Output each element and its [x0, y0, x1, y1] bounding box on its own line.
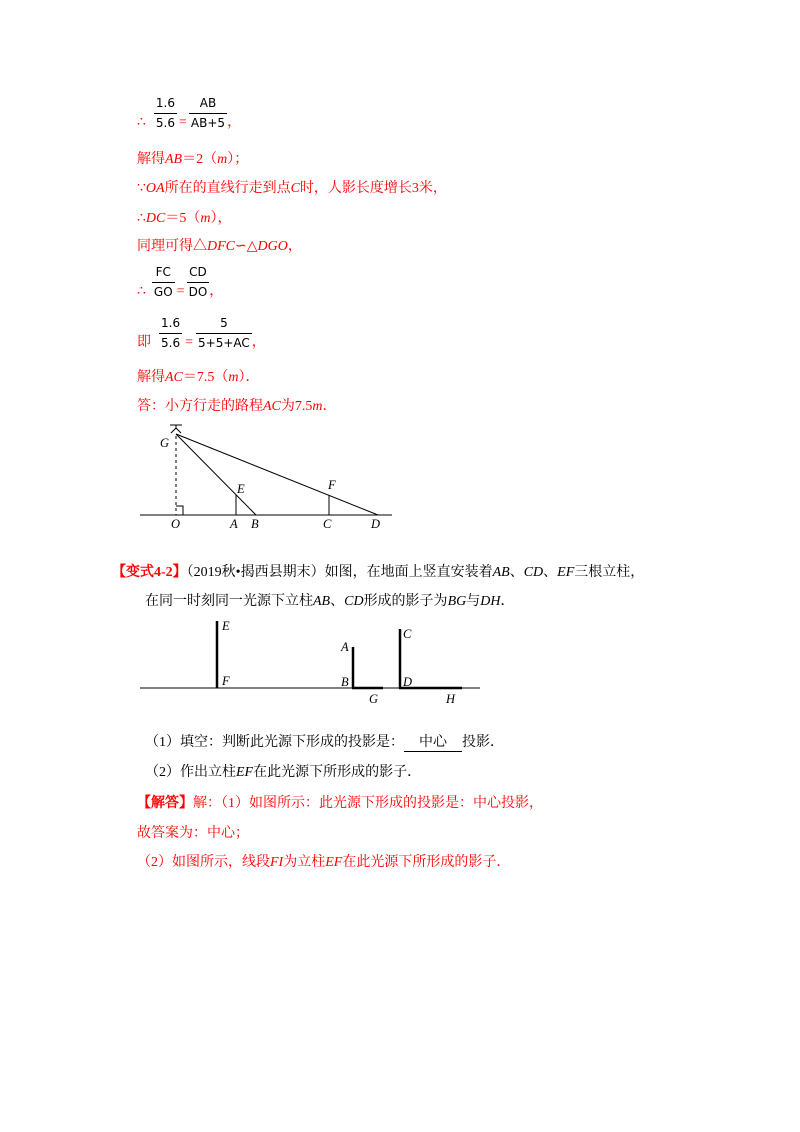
point-label-g: G [369, 692, 379, 706]
light-ray-gb [176, 434, 256, 515]
text-segment: 、 [330, 594, 345, 609]
denominator: 5.6 [161, 336, 181, 350]
point-label-d: D [403, 675, 413, 689]
solution-line-ac [137, 369, 260, 387]
text-segment: （2019秋•揭西县期末）如图，在地面上竖直安装着 [186, 565, 493, 580]
point-label-b: B [341, 675, 349, 689]
proportion-equation-1 [137, 96, 241, 131]
section-tag: 【解答】 [137, 796, 193, 811]
point-label-d: D [371, 517, 381, 531]
point-label-c: C [403, 627, 412, 641]
text-segment: （2）如图所示，线段 [137, 855, 270, 870]
text-segment: 解得 [137, 370, 165, 385]
fraction-left [152, 265, 175, 300]
comma: ， [209, 284, 224, 299]
numerator: AB [189, 96, 227, 114]
numerator: CD [187, 265, 210, 283]
math-variable: C [290, 181, 300, 196]
math-variable: CD [344, 594, 364, 609]
text-segment: （2）作出立柱 [145, 765, 236, 780]
text-segment: 、 [543, 565, 558, 580]
text-segment: ∽△ [235, 239, 258, 254]
equals-sign: = [176, 284, 185, 299]
text-segment: ＝7.5（ [182, 370, 229, 385]
problem-statement-line-2 [145, 593, 514, 611]
fraction-left [154, 96, 177, 131]
numerator: 1.6 [159, 316, 182, 334]
math-variable: BG [447, 594, 467, 609]
text-segment: 在同一时刻同一光源下立柱 [145, 594, 313, 609]
text-segment: ∴ [137, 211, 146, 226]
question-1 [145, 734, 504, 752]
point-label-e: E [237, 482, 245, 496]
section-tag: 【变式4-2】 [112, 565, 187, 580]
text-segment: 三根立柱， [574, 565, 645, 580]
proportion-equation-3 [137, 316, 266, 351]
text-segment: 为立柱 [283, 855, 326, 870]
math-variable: m [228, 370, 239, 385]
math-variable: AB [313, 594, 331, 609]
text-segment: ∵ [137, 181, 146, 196]
right-angle-mark [176, 506, 183, 515]
point-label-b: B [251, 517, 259, 531]
answer-line-3 [137, 854, 510, 872]
math-variable: AC [263, 399, 281, 414]
denominator: DO [188, 285, 208, 299]
therefore-symbol: ∴ [137, 284, 146, 299]
text-segment: 同理可得△ [137, 239, 207, 254]
text-segment: 解：（1）如图所示：此光源下形成的投影是：中心投影， [193, 796, 543, 811]
comma: ， [227, 115, 242, 130]
fraction-right [189, 96, 227, 131]
math-variable: m [312, 399, 323, 414]
text-segment: ． [500, 594, 515, 609]
comma: ， [251, 335, 266, 350]
numerator: FC [152, 265, 175, 283]
text-segment: ）， [210, 211, 232, 226]
numerator: 5 [196, 316, 252, 334]
math-variable: EF [557, 565, 575, 580]
text-segment: ）． [238, 370, 260, 385]
point-label-e: E [222, 619, 230, 633]
answer-line-2 [137, 825, 249, 843]
solution-line-dc [137, 210, 232, 228]
math-variable: FI [270, 855, 284, 870]
text-segment: 、 [509, 565, 524, 580]
math-variable: AB [492, 565, 510, 580]
text-segment: ＝2（ [182, 152, 218, 167]
solution-line-ab [137, 151, 248, 169]
denominator: GO [153, 285, 173, 299]
text-segment: 与 [466, 594, 481, 609]
proportion-equation-2 [137, 265, 223, 300]
numerator: 1.6 [154, 96, 177, 114]
fraction-left [159, 316, 182, 351]
text-segment: 所在的直线行走到点 [164, 181, 291, 196]
text-segment: 故答案为：中心； [137, 826, 249, 841]
math-variable: CD [523, 565, 544, 580]
solution-line-oa [137, 180, 447, 198]
point-label-g: G [160, 436, 170, 450]
equals-sign: = [179, 115, 187, 130]
problem-statement-line-1 [112, 564, 644, 582]
text-segment: ＝5（ [165, 211, 201, 226]
ji-word: 即 [137, 335, 151, 350]
math-variable: EF [325, 855, 343, 870]
text-segment: 投影． [462, 735, 504, 750]
math-variable: EF [236, 765, 254, 780]
denominator: 5.6 [155, 116, 176, 130]
figure-three-poles [130, 612, 490, 712]
fraction-right [187, 265, 210, 300]
lamp-icon [170, 425, 182, 433]
text-segment: 答：小方行走的路程 [137, 399, 263, 414]
point-label-c: C [323, 517, 332, 531]
denominator: AB+5 [190, 116, 226, 130]
math-variable: m [217, 152, 228, 167]
text-segment: ， [287, 239, 302, 254]
text-segment: 为7.5 [280, 399, 313, 414]
equals-sign: = [185, 335, 193, 350]
text-segment: （1）填空：判断此光源下形成的投影是： [145, 735, 404, 750]
question-2 [145, 764, 421, 782]
math-variable: DC [145, 211, 166, 226]
therefore-symbol: ∴ [137, 115, 146, 130]
point-label-o: O [171, 517, 181, 531]
denominator: 5+5+AC [198, 336, 250, 350]
fraction-right [196, 316, 252, 351]
fill-in-blank-answer: 中心 [404, 735, 462, 752]
text-segment: ）； [227, 152, 249, 167]
text-segment: ． [322, 399, 337, 414]
text-segment: 形成的影子为 [363, 594, 448, 609]
solution-line-similar [137, 238, 302, 256]
figure-streetlight-shadow [130, 420, 400, 535]
math-variable: m [200, 211, 211, 226]
point-label-a: A [230, 517, 238, 531]
light-ray-gd [176, 434, 378, 515]
math-variable: DGO [257, 239, 288, 254]
math-variable: AB [165, 152, 183, 167]
text-segment: 在此光源下所形成的影子． [253, 765, 422, 780]
math-variable: OA [145, 181, 165, 196]
solution-answer-line [137, 398, 337, 416]
point-label-a: A [341, 640, 349, 654]
text-segment: 解得 [137, 152, 165, 167]
point-label-f: F [222, 674, 230, 688]
answer-line-1 [137, 795, 543, 813]
text-segment: 在此光源下所形成的影子． [342, 855, 511, 870]
point-label-h: H [446, 692, 456, 706]
math-variable: AC [165, 370, 183, 385]
point-label-f: F [328, 478, 336, 492]
text-segment: 时，人影长度增长3米， [299, 181, 447, 196]
math-variable: DH [480, 594, 501, 609]
math-variable: DFC [207, 239, 235, 254]
